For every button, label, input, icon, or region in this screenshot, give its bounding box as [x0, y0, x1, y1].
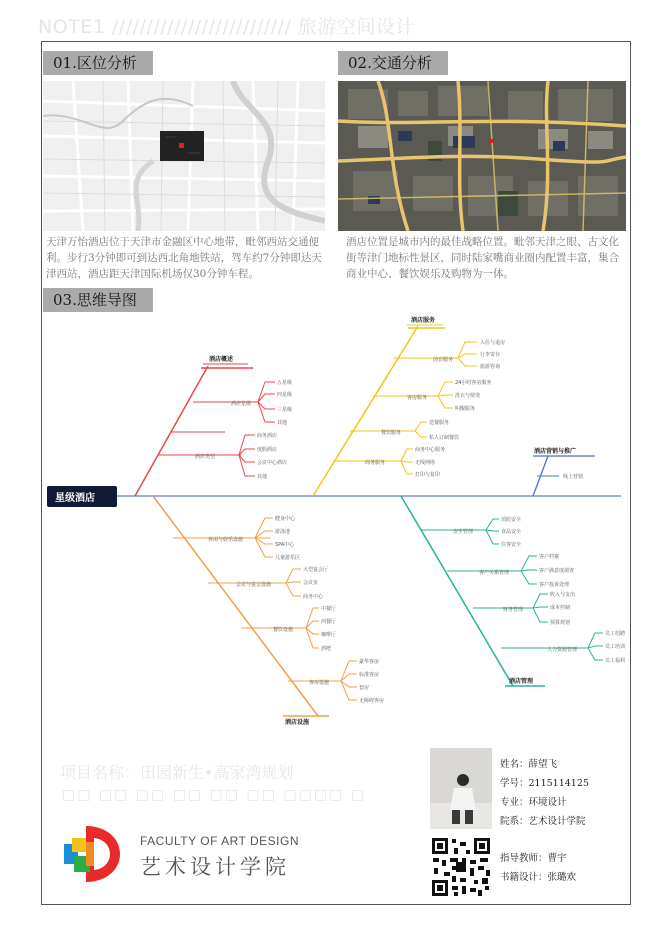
item-food-safety: 食品安全	[501, 529, 522, 535]
item-western-rest: 西餐厅	[321, 619, 337, 625]
item-five-star: 五星级	[277, 380, 293, 386]
student-photo	[430, 748, 492, 829]
item-meeting-room: 会议室	[303, 580, 319, 586]
item-chinese-rest: 中餐厅	[321, 606, 337, 612]
item-four-star: 四星级	[277, 392, 293, 398]
branch-title-service: 酒店服务	[411, 317, 436, 324]
item-24h-room: 24小时客房服务	[455, 380, 492, 386]
item-star-other: 其他	[277, 420, 288, 426]
item-guest-safety: 住客安全	[501, 542, 522, 548]
item-fire-safety: 消防安全	[501, 517, 522, 523]
item-business-center: 商务中心服务	[415, 447, 446, 453]
item-banquet-hall: 大型宴会厅	[303, 567, 329, 573]
branch-title-facility: 酒店设施	[285, 719, 310, 726]
location-map	[43, 81, 325, 231]
item-wakeup: 叫醒服务	[455, 406, 476, 412]
item-pool: 游泳池	[275, 529, 291, 535]
group-room-facility: 客房设施	[309, 680, 330, 686]
group-leisure: 休闲与娱乐设施	[208, 537, 244, 543]
group-safety: 安全管理	[453, 529, 474, 535]
root-label: 星级酒店	[55, 493, 95, 504]
item-income: 收入与支出	[550, 592, 576, 598]
group-hotel-type: 酒店类型	[195, 454, 216, 460]
item-print: 打印与复印	[415, 472, 441, 478]
student-major: 专业：环境设计	[500, 797, 567, 808]
item-resort-hotel: 度假酒店	[257, 447, 278, 453]
item-luggage: 行李寄存	[480, 352, 501, 358]
item-wifi: 无线网络	[415, 460, 436, 466]
book-designer: 书籍设计：张璐欢	[500, 872, 577, 883]
group-dining-service: 餐饮服务	[381, 430, 402, 436]
section-tag-traffic: 02.交通分析	[338, 51, 448, 75]
group-dining-facility: 餐饮设施	[273, 627, 294, 633]
item-budget: 预算规划	[550, 620, 571, 626]
item-laundry: 洗衣与熨烫	[455, 393, 481, 399]
student-dept: 院系：艺术设计学院	[500, 816, 586, 827]
item-biz-center: 商务中心	[303, 594, 324, 600]
section-tag-location: 01.区位分析	[43, 51, 153, 75]
item-spa: SPA中心	[275, 542, 295, 548]
item-private-dining: 私人订制餐饮	[429, 435, 460, 441]
location-description: 天津万怡酒店位于天津市金融区中心地带，毗邻西站交通便利。步行3分钟即可到达西北角地铁站，驾车约7分钟即达天津西站，酒店距天津国际机场仅30分钟车程。	[46, 236, 322, 280]
item-complaint: 客户投诉处理	[539, 582, 570, 588]
student-id: 学号：2115114125	[500, 778, 589, 789]
faculty-logo-icon	[60, 822, 124, 886]
item-gym: 健身中心	[275, 516, 296, 522]
advisor: 指导教师：曹宇	[500, 853, 567, 864]
item-training: 员工培训	[605, 644, 626, 650]
section-tag-mindmap: 03.思维导图	[43, 288, 153, 312]
item-satisfaction: 客户满意度调查	[539, 568, 575, 574]
item-checkin: 入住与退房	[480, 340, 506, 346]
item-kids-area: 儿童游乐区	[275, 555, 301, 561]
item-recruit: 员工招聘	[605, 631, 626, 637]
item-cafe: 咖啡厅	[321, 632, 337, 638]
item-standard-room: 标准客房	[359, 672, 380, 678]
group-crm: 客户关系管理	[479, 570, 510, 576]
item-room-delivery: 送餐服务	[429, 420, 450, 426]
branch-title-overview: 酒店概述	[209, 356, 234, 363]
traffic-description: 酒店位置是城市内的最佳战略位置。毗邻天津之眼、古文化街等津门地标性景区，同时陆家嘴商业圈内配置丰富，集合商业中心、餐饮娱乐及购物为一体。	[346, 236, 619, 280]
branch-title-marketing: 酒店营销与推广	[534, 448, 577, 455]
item-cost-control: 成本控制	[550, 605, 571, 611]
student-name: 姓名：薛望飞	[500, 759, 558, 770]
item-type-other: 其他	[257, 474, 268, 480]
item-suite: 套房	[359, 685, 370, 691]
mind-map	[43, 306, 627, 736]
project-subtitle: □□ □□ □□ □□ □□ □□ □□□□ □	[62, 787, 367, 803]
group-meeting: 会议与宴会设施	[236, 582, 272, 588]
group-finance: 财务管理	[503, 607, 524, 613]
traffic-map	[338, 81, 626, 231]
faculty-name-en: FACULTY OF ART DESIGN	[140, 834, 299, 848]
branch-title-management: 酒店管理	[509, 678, 534, 685]
faculty-name-cn: 艺术设计学院	[140, 855, 290, 879]
group-room-service: 客房服务	[407, 395, 428, 401]
group-hr: 人力资源管理	[547, 647, 578, 653]
item-business-hotel: 商务酒店	[257, 433, 278, 439]
page-header: NOTE1 ////////////////////////// 旅游空间设计	[38, 16, 415, 38]
item-bar: 酒吧	[321, 646, 332, 652]
item-deluxe-room: 豪华客房	[359, 659, 380, 665]
group-business-service: 商务服务	[365, 460, 386, 466]
item-welfare: 员工福利	[605, 658, 626, 664]
item-online-marketing: 线上营销	[563, 474, 584, 480]
item-three-star: 三星级	[277, 407, 293, 413]
project-title: 项目名称：田园新生•高家湾规划	[60, 763, 294, 782]
item-customer-file: 客户档案	[539, 554, 560, 560]
item-travel-info: 旅游咨询	[480, 364, 501, 370]
qr-code-icon	[430, 836, 492, 898]
item-conference-hotel: 会议中心酒店	[257, 460, 288, 466]
group-front-desk: 前台服务	[433, 357, 454, 363]
group-hotel-star: 酒店星级	[231, 401, 252, 407]
item-accessible-room: 无障碍客房	[359, 698, 385, 704]
